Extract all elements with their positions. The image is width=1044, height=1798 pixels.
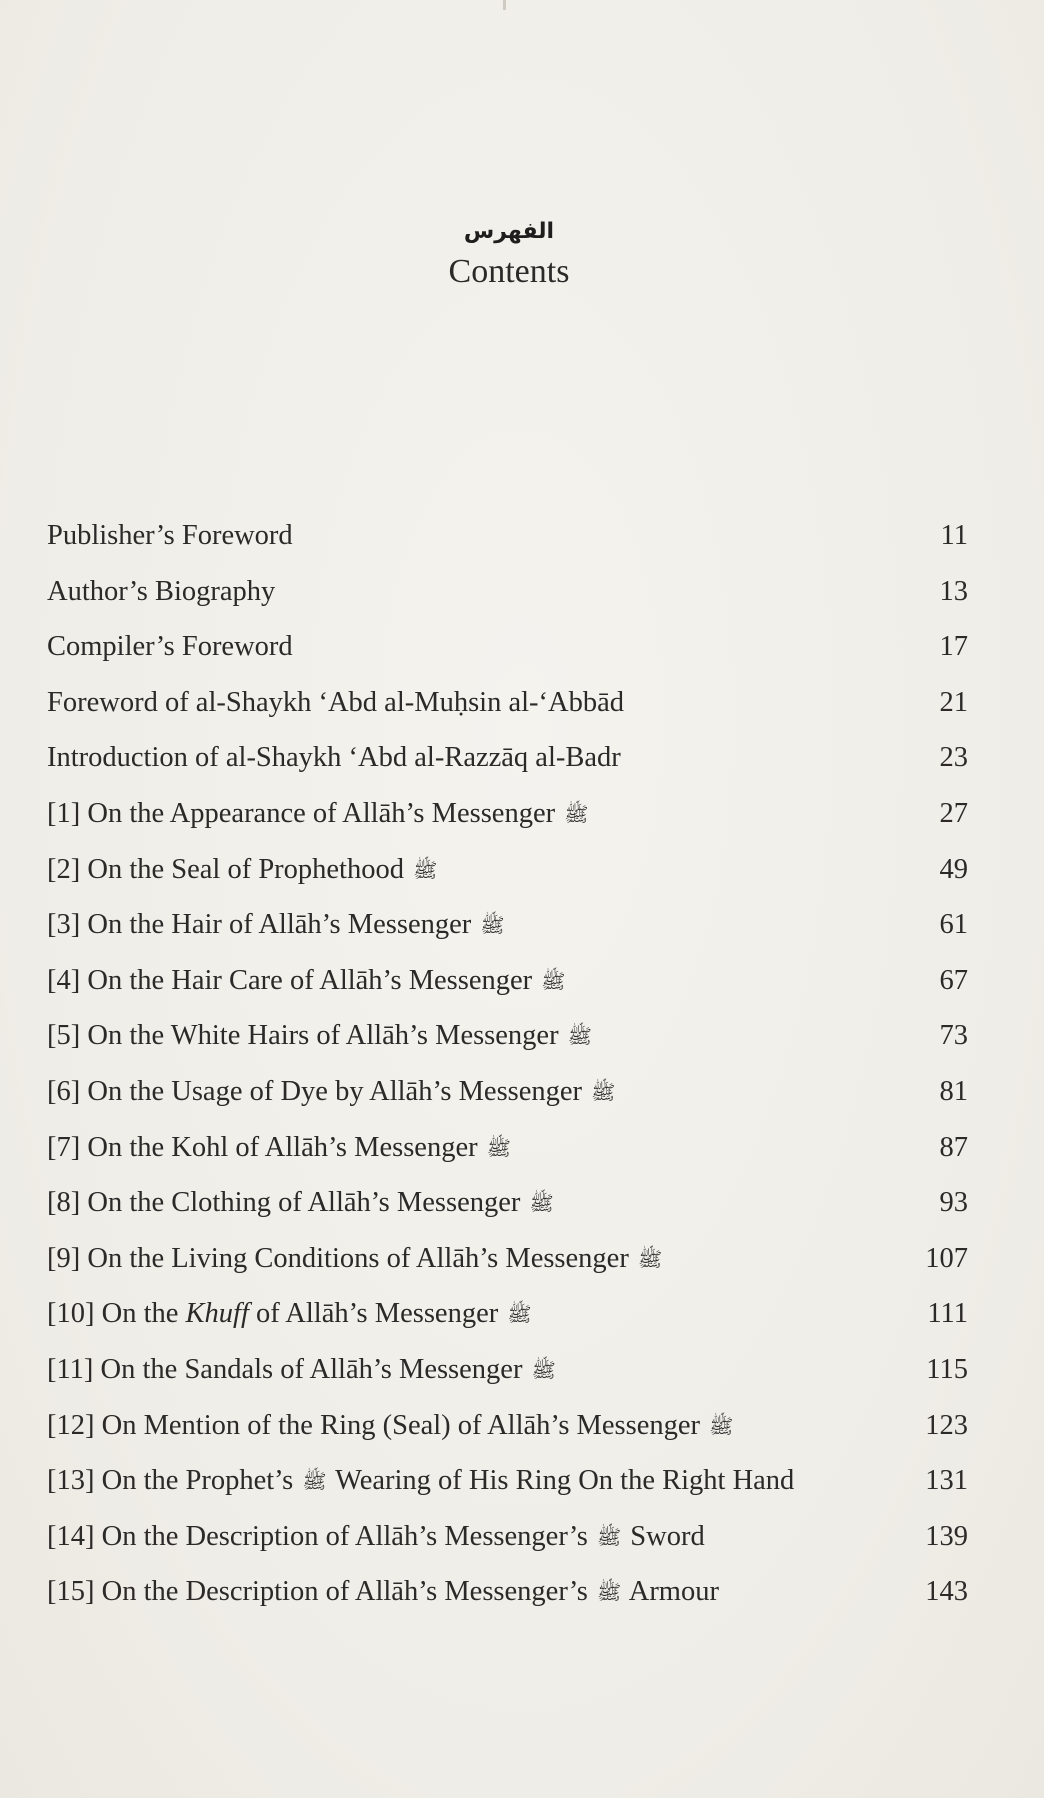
toc-page-number: 11 — [940, 520, 968, 551]
toc-entry — [47, 1238, 968, 1279]
salutation-glyph-icon: ﷺ — [567, 1024, 592, 1049]
toc-entry — [47, 1182, 968, 1223]
toc-page-number: 17 — [939, 631, 968, 663]
toc-page-number: 49 — [939, 853, 968, 885]
contents-heading — [0, 218, 1018, 292]
toc-entry-title: Compiler’s Foreword — [47, 631, 293, 663]
toc-entry-title: [13] On the Prophet’s ﷺ Wearing of His Ring On the Right Hand — [47, 1465, 795, 1497]
arabic-title: الفهرس — [463, 219, 555, 244]
toc-entry — [47, 1405, 968, 1446]
salutation-glyph-icon: ﷺ — [541, 968, 566, 993]
toc-entry-title: [4] On the Hair Care of Allāh’s Messenger ﷺ — [47, 964, 566, 996]
toc-entry-title: [11] On the Sandals of Allāh’s Messenger ﷺ — [47, 1353, 556, 1385]
toc-page-number: 131 — [925, 1465, 968, 1497]
toc-page-number: 21 — [939, 686, 968, 718]
toc-entry — [47, 1460, 968, 1501]
toc-page-number: 81 — [939, 1075, 968, 1107]
page-edge-mark — [503, 0, 506, 10]
toc-entry — [47, 793, 968, 834]
toc-page-number: 115 — [926, 1353, 968, 1385]
salutation-glyph-icon: ﷺ — [637, 1246, 663, 1271]
toc-page-number: 27 — [939, 797, 968, 829]
table-of-contents — [47, 515, 968, 1627]
toc-entry-title: [2] On the Seal of Prophethood ﷺ — [47, 853, 438, 885]
toc-entry-title: [9] On the Living Conditions of Allāh’s Messenger ﷺ — [47, 1242, 663, 1274]
toc-entry — [47, 1571, 968, 1612]
toc-page-number: 123 — [925, 1409, 968, 1441]
toc-page-number: 93 — [939, 1187, 968, 1219]
toc-entry-title: [10] On the Khuff of Allāh’s Messenger ﷺ — [47, 1298, 532, 1330]
salutation-glyph-icon: ﷺ — [486, 1135, 511, 1160]
toc-entry-title: Introduction of al-Shaykh ‘Abd al-Razzāq al-Badr — [47, 742, 621, 774]
toc-page-number: 139 — [925, 1520, 968, 1552]
salutation-glyph-icon: ﷺ — [413, 857, 438, 882]
toc-page-number: 61 — [939, 909, 968, 941]
toc-page-number: 87 — [939, 1131, 968, 1163]
salutation-glyph-icon: ﷺ — [597, 1524, 622, 1549]
toc-page-number: 23 — [939, 742, 968, 774]
page-title: Contents — [448, 253, 570, 290]
salutation-glyph-icon: ﷺ — [529, 1191, 554, 1216]
toc-entry-title: [12] On Mention of the Ring (Seal) of Allāh’s Messenger ﷺ — [47, 1409, 734, 1441]
toc-entry — [47, 515, 968, 556]
salutation-glyph-icon: ﷺ — [507, 1302, 532, 1327]
toc-entry — [47, 1071, 968, 1112]
toc-entry — [47, 1516, 968, 1557]
toc-page-number: 111 — [927, 1298, 968, 1330]
toc-entry — [47, 626, 968, 667]
toc-entry-title: [5] On the White Hairs of Allāh’s Messenger ﷺ — [47, 1020, 592, 1052]
italic-term: Khuff — [185, 1298, 249, 1330]
salutation-glyph-icon: ﷺ — [709, 1413, 734, 1438]
toc-entry-title: [3] On the Hair of Allāh’s Messenger ﷺ — [47, 909, 505, 941]
toc-entry-title: [1] On the Appearance of Allāh’s Messenger ﷺ — [47, 797, 589, 829]
salutation-glyph-icon: ﷺ — [591, 1079, 616, 1104]
toc-entry-title: Publisher’s Foreword — [47, 520, 293, 551]
toc-entry — [47, 682, 968, 723]
toc-entry-title: [7] On the Kohl of Allāh’s Messenger ﷺ — [47, 1131, 511, 1163]
toc-page-number: 67 — [939, 964, 968, 996]
toc-page-number: 73 — [939, 1020, 968, 1052]
toc-page-number: 13 — [939, 575, 968, 607]
salutation-glyph-icon: ﷺ — [302, 1469, 327, 1494]
toc-entry — [47, 960, 968, 1001]
salutation-glyph-icon: ﷺ — [564, 801, 589, 826]
salutation-glyph-icon: ﷺ — [597, 1580, 622, 1605]
toc-entry — [47, 737, 968, 778]
toc-page-number: 143 — [925, 1576, 968, 1608]
salutation-glyph-icon: ﷺ — [531, 1357, 556, 1382]
toc-entry — [47, 1127, 968, 1168]
toc-entry — [47, 571, 968, 612]
toc-entry-title: [14] On the Description of Allāh’s Messenger’s ﷺ Sword — [47, 1520, 705, 1552]
toc-entry — [47, 1015, 968, 1056]
toc-entry-title: Author’s Biography — [47, 575, 276, 607]
toc-entry — [47, 849, 968, 890]
toc-entry — [47, 1293, 968, 1334]
toc-entry — [47, 904, 968, 945]
salutation-glyph-icon: ﷺ — [480, 913, 505, 938]
toc-page-number: 107 — [925, 1242, 968, 1274]
toc-entry-title: Foreword of al-Shaykh ‘Abd al-Muḥsin al-‘Abbād — [47, 686, 624, 718]
toc-entry — [47, 1349, 968, 1390]
toc-entry-title: [6] On the Usage of Dye by Allāh’s Messenger ﷺ — [47, 1075, 616, 1107]
toc-entry-title: [15] On the Description of Allāh’s Messenger’s ﷺ Armour — [47, 1576, 719, 1608]
toc-entry-title: [8] On the Clothing of Allāh’s Messenger ﷺ — [47, 1187, 554, 1219]
